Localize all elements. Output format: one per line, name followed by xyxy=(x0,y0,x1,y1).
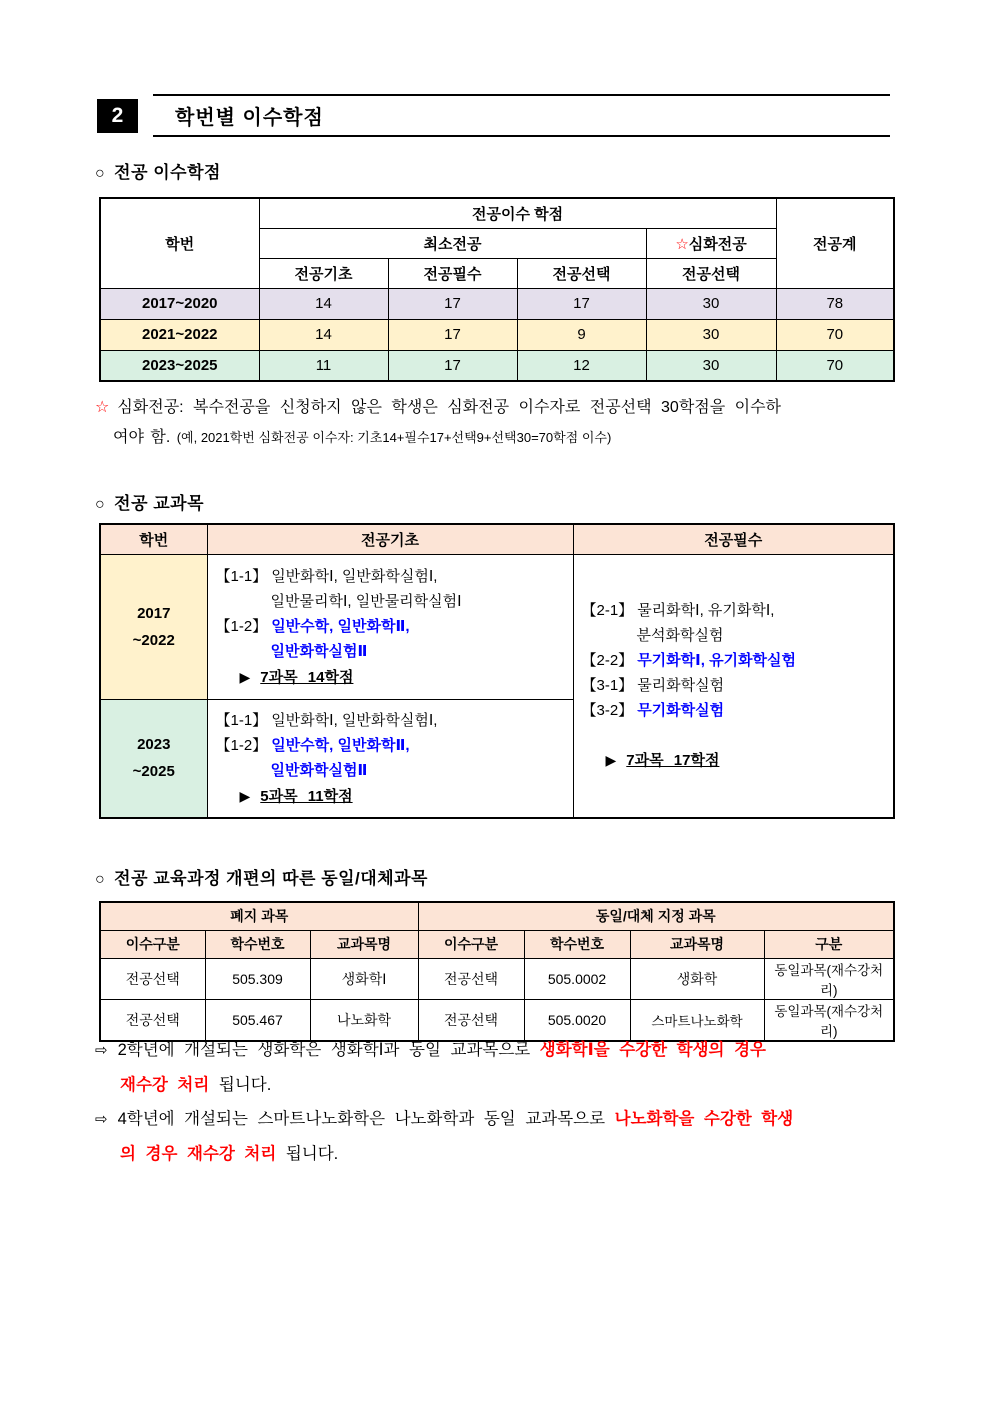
basic-courses-cell xyxy=(207,554,573,699)
circle-bullet-icon: ○ xyxy=(95,496,106,513)
star-icon: ☆ xyxy=(675,235,689,253)
cell: 11 xyxy=(259,350,388,381)
table-header-row xyxy=(100,930,894,958)
course-entry xyxy=(216,708,565,733)
note-line xyxy=(95,423,895,453)
cell: 나노화학 xyxy=(310,999,418,1041)
col-header-major-total: 전공계 xyxy=(776,198,894,288)
play-arrow-icon: ▶ xyxy=(239,787,251,804)
cell: 30 xyxy=(646,350,776,381)
col-header-intensive-major xyxy=(646,228,776,258)
cell: 505.309 xyxy=(205,958,310,999)
semester-tag: 【2-2】 xyxy=(581,652,634,669)
note-text: 됩니다. xyxy=(285,1145,339,1163)
note-example: (예, 2021학번 심화전공 이수자: 기초14+필수17+선택9+선택30=70학점 이수) xyxy=(176,430,612,445)
col-header-major-required: 전공필수 xyxy=(388,258,517,288)
cell: 생화학 xyxy=(630,958,764,999)
cell: 동일과목(재수강처리) xyxy=(764,999,894,1041)
course-list: 일반화학Ⅰ, 일반화학실험Ⅰ, xyxy=(271,567,438,585)
cell: 12 xyxy=(517,350,646,381)
semester-tag: 【3-1】 xyxy=(581,677,634,694)
note-biochem xyxy=(95,1033,901,1102)
col-header: 교과목명 xyxy=(310,930,418,958)
course-list-new: 일반수학, 일반화학Ⅱ, xyxy=(271,736,410,754)
circle-bullet-icon: ○ xyxy=(95,871,106,888)
col-header: 학수번호 xyxy=(524,930,630,958)
cell: 78 xyxy=(776,288,894,319)
course-list-new: 무기화학실험 xyxy=(637,702,725,719)
year-start: 2017 xyxy=(137,604,171,622)
col-header: 이수구분 xyxy=(100,930,205,958)
col-header: 학수번호 xyxy=(205,930,310,958)
section-title: 학번별 이수학점 xyxy=(175,107,324,129)
cell: 전공선택 xyxy=(418,999,524,1041)
table-group-header-row xyxy=(100,902,894,930)
cell: 스마트나노화학 xyxy=(630,999,764,1041)
intensive-major-note xyxy=(95,393,895,453)
note-emphasis: 생화학Ⅰ을 수강한 학생의 경우 xyxy=(539,1041,766,1059)
course-entry xyxy=(582,598,886,648)
semester-tag: 【3-2】 xyxy=(581,702,634,719)
table-row xyxy=(100,958,894,999)
cell: 70 xyxy=(776,319,894,350)
year-end: ~2022 xyxy=(132,631,175,649)
semester-tag: 【1-2】 xyxy=(215,736,268,754)
cell: 14 xyxy=(259,288,388,319)
heading-text: 전공 교과목 xyxy=(114,494,205,513)
col-header: 이수구분 xyxy=(418,930,524,958)
bottom-notes xyxy=(95,1033,901,1171)
table-row-2017-2022 xyxy=(100,554,894,699)
major-credits-table xyxy=(99,197,895,382)
heading-text: 전공 이수학점 xyxy=(114,163,221,182)
course-entry xyxy=(216,614,565,664)
col-header-major-required: 전공필수 xyxy=(573,524,894,554)
circle-bullet-icon: ○ xyxy=(95,165,106,182)
table-row-2021-2022 xyxy=(100,319,894,350)
cell: 17 xyxy=(517,288,646,319)
row-label: 2021~2022 xyxy=(100,319,259,350)
semester-tag: 【2-1】 xyxy=(581,602,634,619)
table-header-row xyxy=(100,524,894,554)
basic-courses-cell xyxy=(207,699,573,818)
cell: 전공선택 xyxy=(100,999,205,1041)
cell: 생화학Ⅰ xyxy=(310,958,418,999)
course-list: 물리화학Ⅰ, 유기화학Ⅰ, xyxy=(637,602,775,619)
course-list: 일반화학Ⅰ, 일반화학실험Ⅰ, xyxy=(271,711,438,729)
note-emphasis: 의 경우 재수강 처리 xyxy=(120,1145,277,1163)
course-entry xyxy=(216,564,565,614)
course-entry xyxy=(216,733,565,783)
course-list-new: 일반수학, 일반화학Ⅱ, xyxy=(271,617,410,635)
required-courses-cell xyxy=(573,554,894,818)
note-text: 2학년에 개설되는 생화학은 생화학Ⅰ과 동일 교과목으로 xyxy=(117,1041,531,1059)
cell: 70 xyxy=(776,350,894,381)
section-title-bar xyxy=(153,94,890,137)
cell: 17 xyxy=(388,319,517,350)
summary-text: 7과목 17학점 xyxy=(626,752,720,769)
course-list: 물리화학실험 xyxy=(637,677,725,694)
rightwards-arrow-icon: ⇨ xyxy=(95,1042,108,1059)
col-header-major-credits: 전공이수 학점 xyxy=(259,198,776,228)
play-arrow-icon: ▶ xyxy=(605,752,617,768)
course-list: 일반물리학Ⅰ, 일반물리학실험Ⅰ xyxy=(270,592,462,610)
col-header-major-elective-intensive: 전공선택 xyxy=(646,258,776,288)
course-list-new: 일반화학실험Ⅱ xyxy=(270,761,368,779)
heading-text: 전공 교육과정 개편의 따른 동일/대체과목 xyxy=(114,869,428,888)
replacement-courses-table xyxy=(99,901,895,1042)
col-header: 교과목명 xyxy=(630,930,764,958)
course-entry xyxy=(582,648,886,673)
cell: 505.0020 xyxy=(524,999,630,1041)
col-header-major-basic: 전공기초 xyxy=(207,524,573,554)
course-summary xyxy=(582,748,886,773)
course-entry xyxy=(582,698,886,723)
year-start: 2023 xyxy=(137,736,171,753)
course-list-new: 일반화학실험Ⅱ xyxy=(270,642,368,660)
cell: 30 xyxy=(646,319,776,350)
cell: 14 xyxy=(259,319,388,350)
note-text: 됩니다. xyxy=(218,1076,272,1094)
heading-major-credits xyxy=(95,158,221,183)
col-header-student-id: 학번 xyxy=(100,524,207,554)
cell: 505.467 xyxy=(205,999,310,1041)
group-header-abolished: 폐지 과목 xyxy=(100,902,418,930)
cell: 전공선택 xyxy=(418,958,524,999)
note-line xyxy=(95,1102,901,1137)
note-line xyxy=(95,1137,901,1171)
heading-major-courses xyxy=(95,489,204,514)
note-text: 4학년에 개설되는 스마트나노화학은 나노화학과 동일 교과목으로 xyxy=(117,1110,606,1128)
note-text: 심화전공: 복수전공을 신청하지 않은 학생은 심화전공 이수자로 전공선택 30학점을 이수하 xyxy=(117,399,782,416)
note-line xyxy=(95,1068,901,1102)
intensive-major-label: 심화전공 xyxy=(688,235,747,253)
note-emphasis: 재수강 처리 xyxy=(120,1076,210,1094)
course-entry xyxy=(582,673,886,698)
note-text: 여야 함. xyxy=(113,429,171,446)
table-row-2023-2025 xyxy=(100,350,894,381)
star-icon: ☆ xyxy=(95,399,110,416)
course-summary xyxy=(216,784,565,809)
row-label: 2017~2020 xyxy=(100,288,259,319)
group-header-replacement: 동일/대체 지정 과목 xyxy=(418,902,894,930)
cell: 17 xyxy=(388,288,517,319)
cell: 9 xyxy=(517,319,646,350)
cell: 30 xyxy=(646,288,776,319)
course-list: 분석화학실험 xyxy=(636,627,724,644)
summary-text: 7과목 14학점 xyxy=(260,668,354,686)
year-range-cell xyxy=(100,699,207,818)
table-header-row xyxy=(100,198,894,228)
section-header xyxy=(97,94,890,137)
rightwards-arrow-icon: ⇨ xyxy=(95,1111,108,1128)
col-header-major-basic: 전공기초 xyxy=(259,258,388,288)
table-row-2017-2020 xyxy=(100,288,894,319)
play-arrow-icon: ▶ xyxy=(239,668,251,685)
col-header-minimum-major: 최소전공 xyxy=(259,228,646,258)
note-nanochem xyxy=(95,1102,901,1171)
course-summary xyxy=(216,665,565,690)
cell: 전공선택 xyxy=(100,958,205,999)
cell: 505.0002 xyxy=(524,958,630,999)
section-number-badge: 2 xyxy=(97,99,138,133)
summary-text: 5과목 11학점 xyxy=(260,787,353,805)
row-label: 2023~2025 xyxy=(100,350,259,381)
year-end: ~2025 xyxy=(132,763,175,780)
col-header-major-elective: 전공선택 xyxy=(517,258,646,288)
semester-tag: 【1-2】 xyxy=(215,617,268,635)
col-header-student-id: 학번 xyxy=(100,198,259,288)
col-header: 구분 xyxy=(764,930,894,958)
major-courses-table xyxy=(99,523,895,819)
semester-tag: 【1-1】 xyxy=(215,711,268,729)
cell: 17 xyxy=(388,350,517,381)
heading-replaced-courses xyxy=(95,864,428,889)
year-range-cell xyxy=(100,554,207,699)
note-emphasis: 나노화학을 수강한 학생 xyxy=(614,1110,794,1128)
semester-tag: 【1-1】 xyxy=(215,567,268,585)
course-list-new: 무기화학Ⅰ, 유기화학실험 xyxy=(637,652,797,669)
note-line xyxy=(95,1033,901,1068)
note-line xyxy=(95,393,895,423)
cell: 동일과목(재수강처리) xyxy=(764,958,894,999)
